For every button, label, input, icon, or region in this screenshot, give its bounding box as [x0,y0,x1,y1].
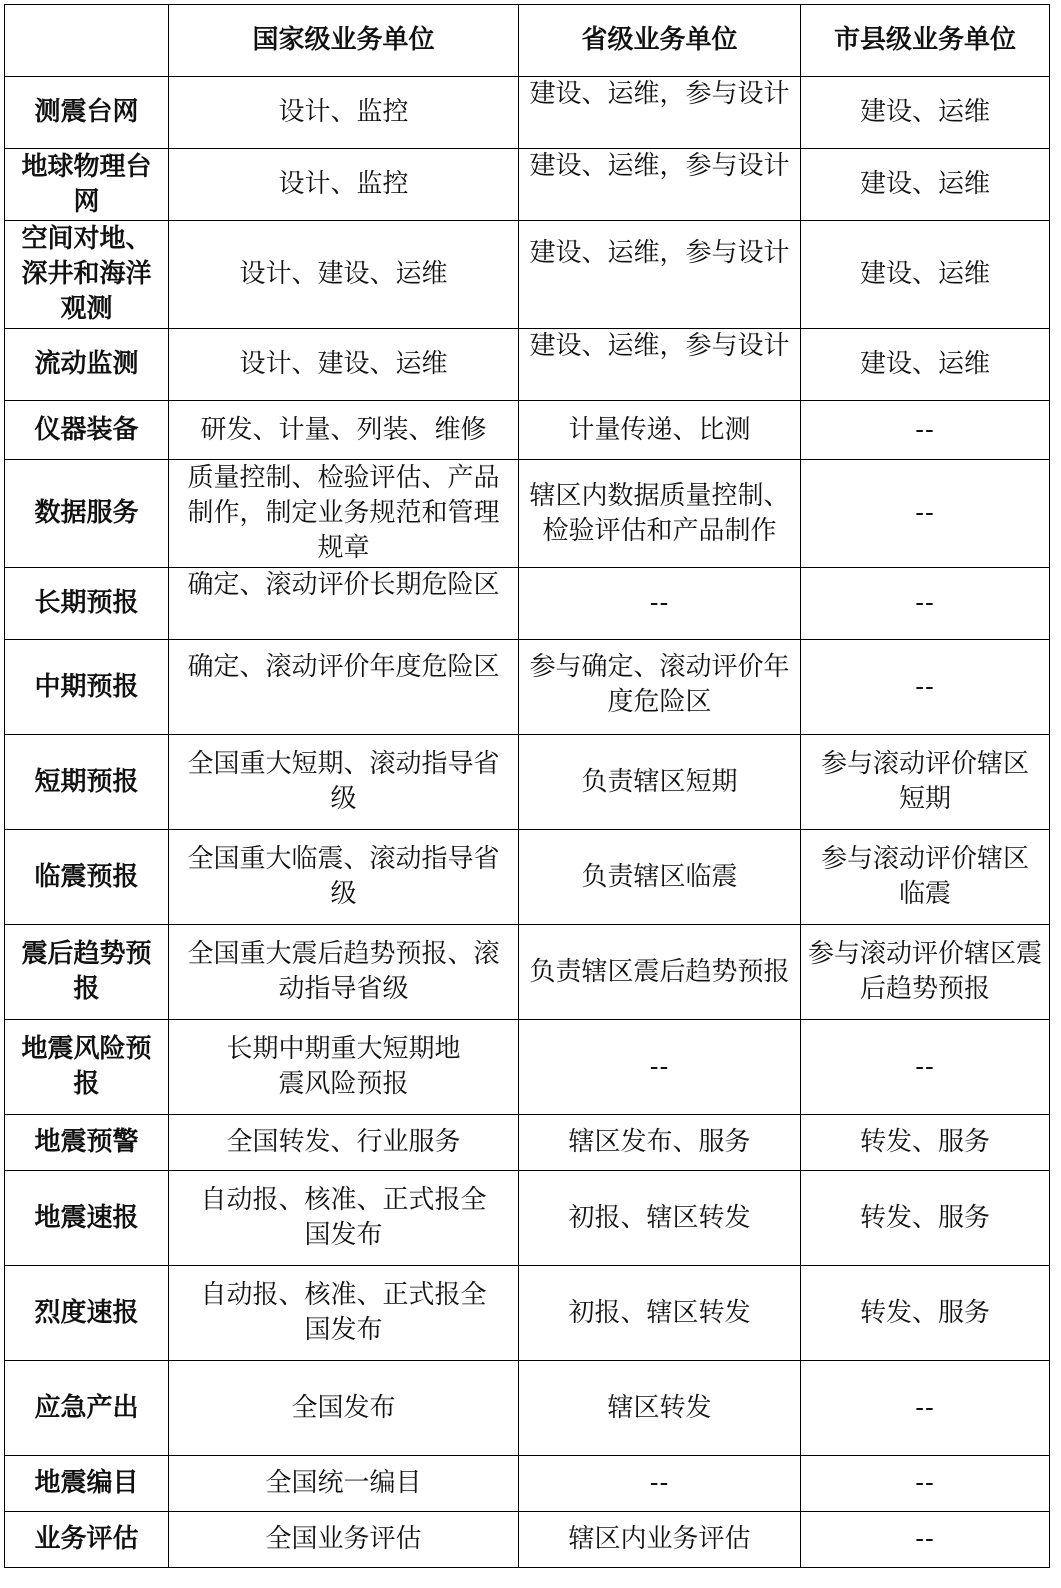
table-row [5,460,1050,568]
row-label: 应急产出 [5,1361,169,1456]
row-label: 地球物理台网 [5,149,169,221]
national-cell: 全国统一编目 [169,1456,519,1512]
table-row [5,1512,1050,1568]
national-cell: 全国重大短期、滚动指导省级 [169,735,519,830]
header-national: 国家级业务单位 [169,5,519,77]
county-cell: 参与滚动评价辖区短期 [801,735,1050,830]
county-cell: -- [801,460,1050,568]
provincial-cell: 负责辖区临震 [519,830,801,925]
national-cell: 设计、监控 [169,149,519,221]
county-cell: -- [801,568,1050,640]
table-row [5,221,1050,329]
national-cell: 长期中期重大短期地震风险预报 [169,1020,519,1115]
provincial-cell: 建设、运维，参与设计 [519,329,801,401]
table-row [5,77,1050,149]
national-cell: 全国重大临震、滚动指导省级 [169,830,519,925]
provincial-cell: -- [519,1020,801,1115]
national-cell: 质量控制、检验评估、产品制作，制定业务规范和管理规章 [169,460,519,568]
row-label: 短期预报 [5,735,169,830]
table-row [5,1361,1050,1456]
row-label: 地震编目 [5,1456,169,1512]
responsibility-table [4,4,1050,1568]
table-row [5,1171,1050,1266]
table-row [5,830,1050,925]
national-cell: 研发、计量、列装、维修 [169,401,519,460]
national-cell: 设计、建设、运维 [169,329,519,401]
county-cell: -- [801,1512,1050,1568]
national-cell: 全国转发、行业服务 [169,1115,519,1171]
national-cell: 设计、建设、运维 [169,221,519,329]
national-cell: 全国重大震后趋势预报、滚动指导省级 [169,925,519,1020]
table-row [5,1456,1050,1512]
row-label: 测震台网 [5,77,169,149]
provincial-cell: 参与确定、滚动评价年度危险区 [519,640,801,735]
row-label: 临震预报 [5,830,169,925]
table-row [5,1266,1050,1361]
row-label: 地震预警 [5,1115,169,1171]
table-row [5,568,1050,640]
county-cell: -- [801,401,1050,460]
county-cell: 转发、服务 [801,1171,1050,1266]
county-cell: -- [801,1020,1050,1115]
national-cell: 设计、监控 [169,77,519,149]
row-label: 空间对地、深井和海洋观测 [5,221,169,329]
row-label: 流动监测 [5,329,169,401]
provincial-cell: -- [519,1456,801,1512]
header-row [5,5,1050,77]
table-row [5,1020,1050,1115]
row-label: 震后趋势预报 [5,925,169,1020]
county-cell: -- [801,640,1050,735]
provincial-cell: 建设、运维，参与设计 [519,77,801,149]
row-label: 长期预报 [5,568,169,640]
provincial-cell: 辖区转发 [519,1361,801,1456]
county-cell: 参与滚动评价辖区震后趋势预报 [801,925,1050,1020]
county-cell: 建设、运维 [801,329,1050,401]
row-label: 地震风险预报 [5,1020,169,1115]
national-cell: 全国发布 [169,1361,519,1456]
row-label: 业务评估 [5,1512,169,1568]
table-row [5,401,1050,460]
county-cell: 建设、运维 [801,221,1050,329]
table-row [5,735,1050,830]
national-cell: 全国业务评估 [169,1512,519,1568]
provincial-cell: 建设、运维，参与设计 [519,149,801,221]
provincial-cell: 计量传递、比测 [519,401,801,460]
table-row [5,149,1050,221]
table-row [5,925,1050,1020]
provincial-cell: 负责辖区短期 [519,735,801,830]
county-cell: 参与滚动评价辖区临震 [801,830,1050,925]
provincial-cell: 辖区内业务评估 [519,1512,801,1568]
provincial-cell: -- [519,568,801,640]
county-cell: 建设、运维 [801,77,1050,149]
table-row [5,1115,1050,1171]
provincial-cell: 初报、辖区转发 [519,1266,801,1361]
county-cell: -- [801,1456,1050,1512]
row-label: 仪器装备 [5,401,169,460]
row-label: 中期预报 [5,640,169,735]
provincial-cell: 辖区发布、服务 [519,1115,801,1171]
national-cell: 自动报、核准、正式报全国发布 [169,1171,519,1266]
county-cell: 转发、服务 [801,1266,1050,1361]
national-cell: 确定、滚动评价年度危险区 [169,640,519,735]
row-label: 烈度速报 [5,1266,169,1361]
provincial-cell: 辖区内数据质量控制、检验评估和产品制作 [519,460,801,568]
table-row [5,640,1050,735]
header-corner [5,5,169,77]
header-provincial: 省级业务单位 [519,5,801,77]
provincial-cell: 初报、辖区转发 [519,1171,801,1266]
county-cell: -- [801,1361,1050,1456]
county-cell: 建设、运维 [801,149,1050,221]
national-cell: 自动报、核准、正式报全国发布 [169,1266,519,1361]
county-cell: 转发、服务 [801,1115,1050,1171]
row-label: 地震速报 [5,1171,169,1266]
header-county: 市县级业务单位 [801,5,1050,77]
national-cell: 确定、滚动评价长期危险区 [169,568,519,640]
table-row [5,329,1050,401]
row-label: 数据服务 [5,460,169,568]
provincial-cell: 负责辖区震后趋势预报 [519,925,801,1020]
provincial-cell: 建设、运维，参与设计 [519,221,801,329]
